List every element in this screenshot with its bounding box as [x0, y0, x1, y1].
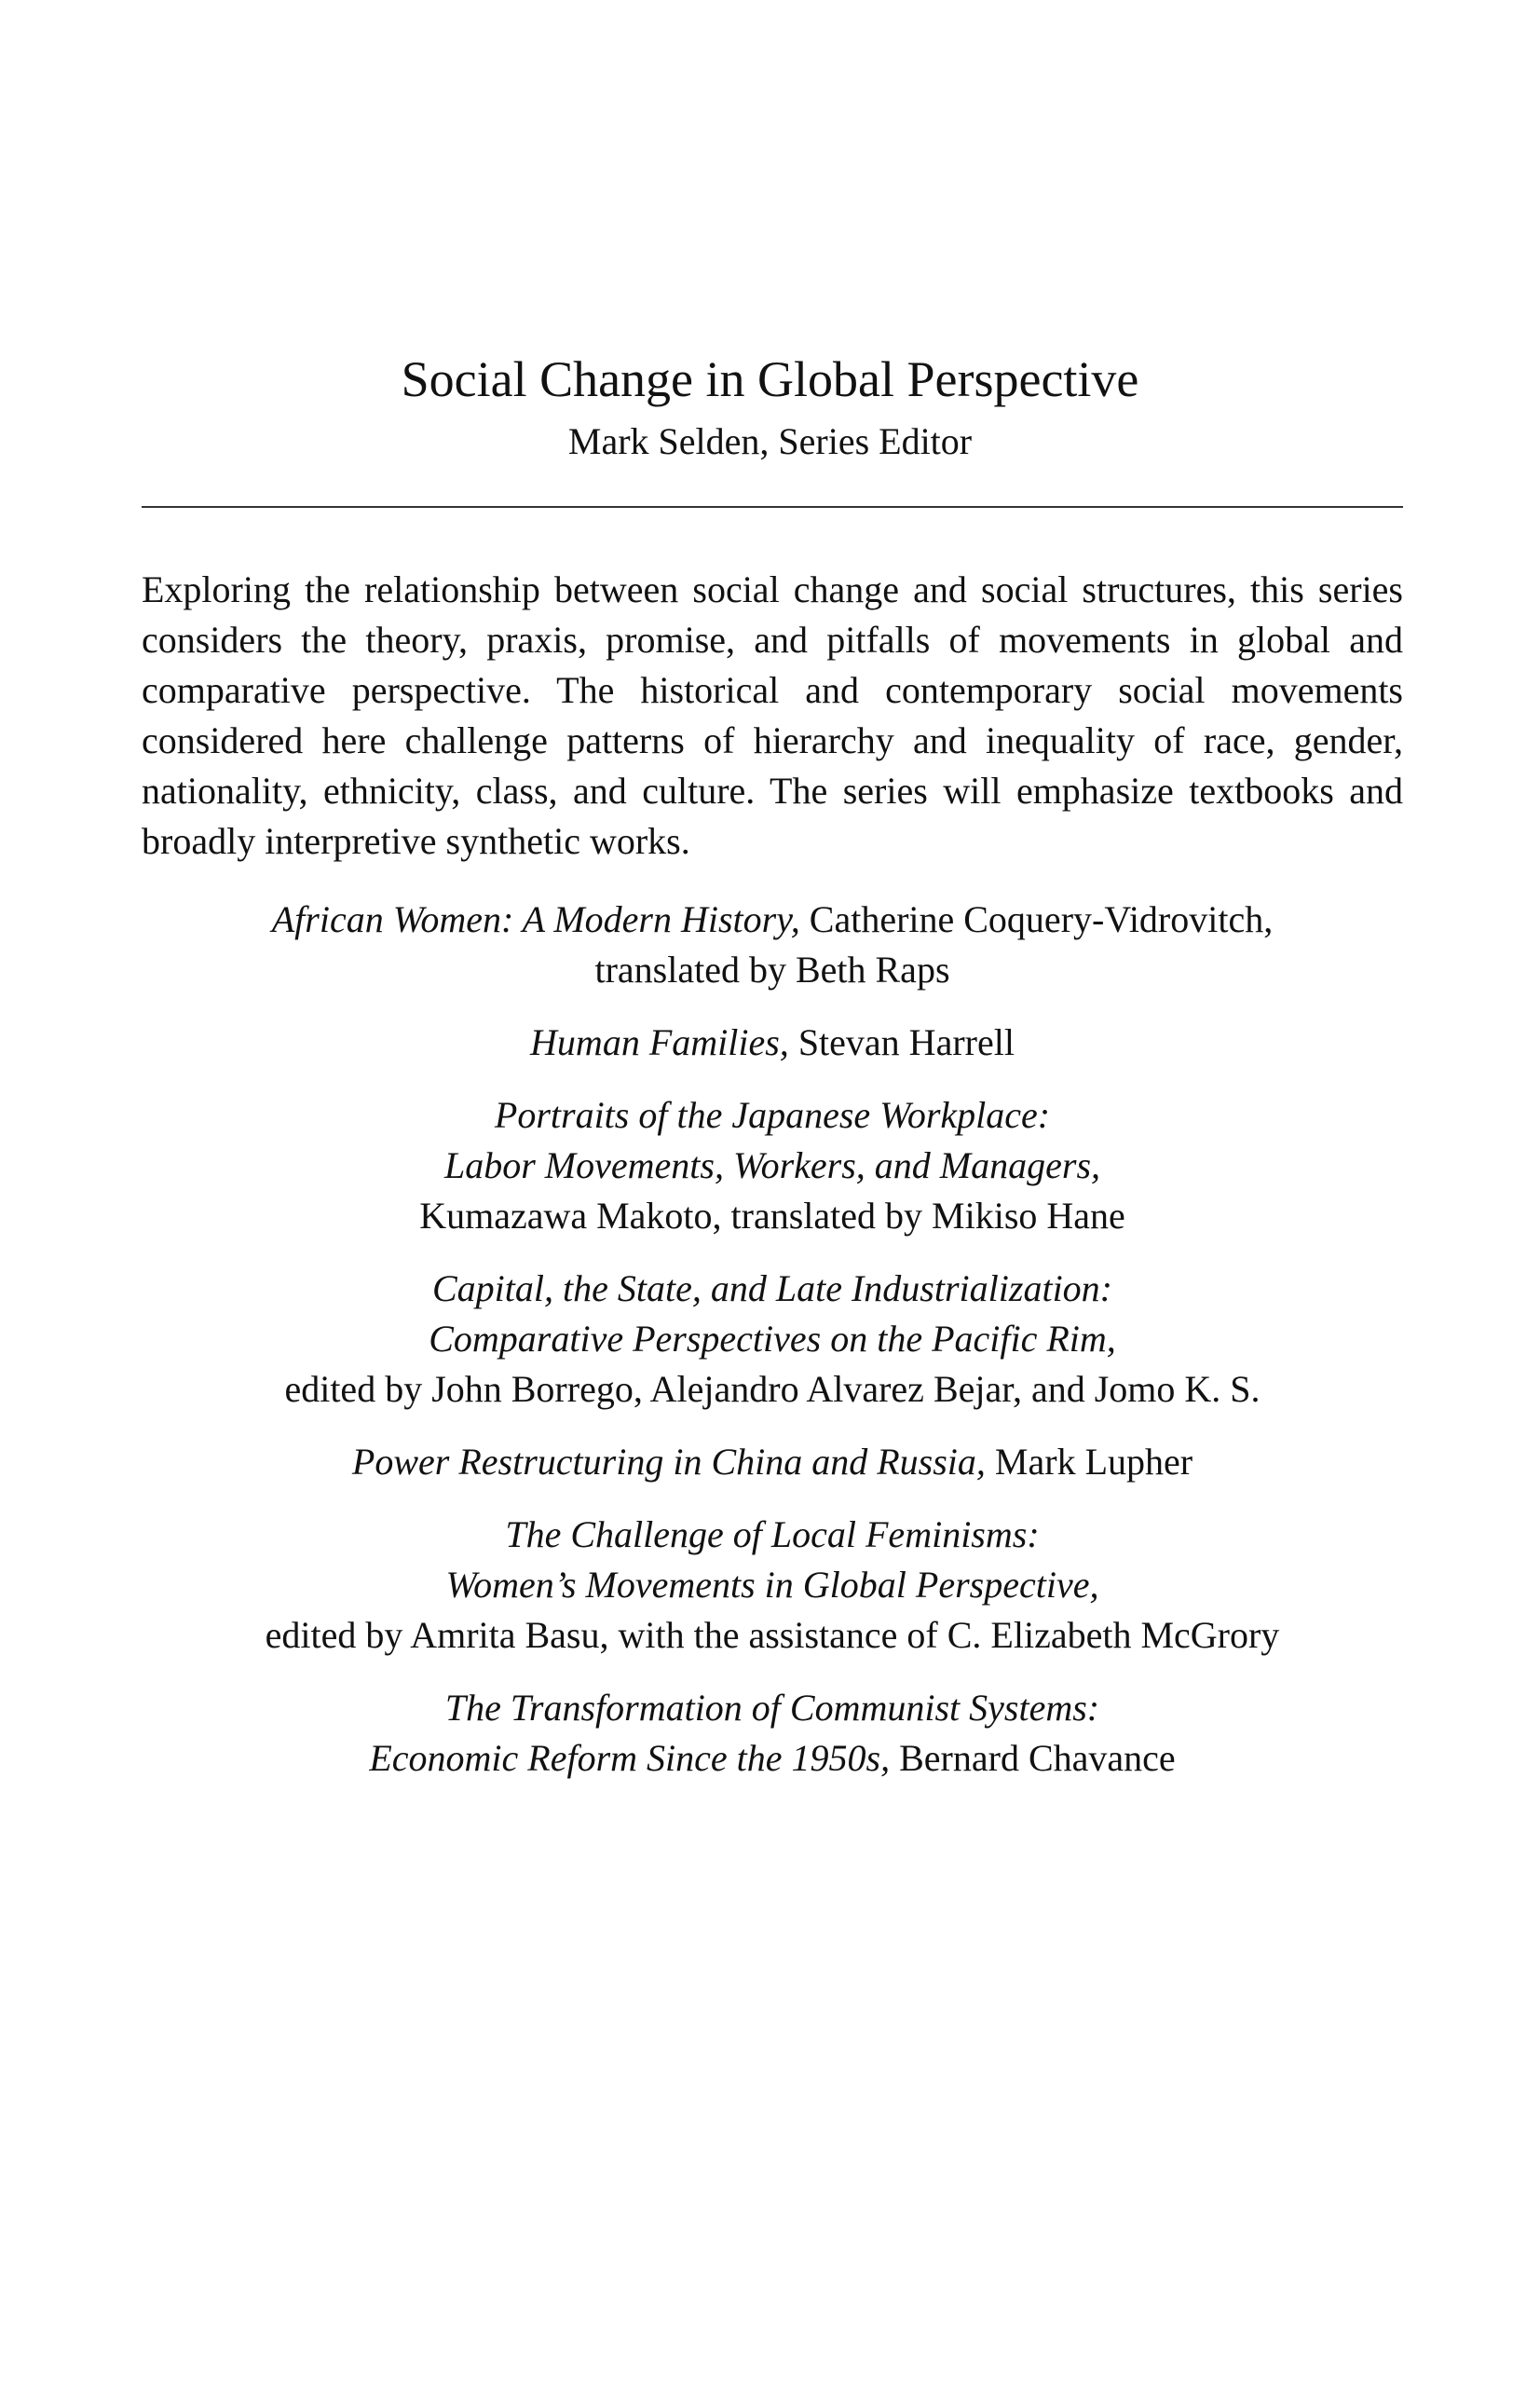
- book-entry: [142, 1437, 1403, 1487]
- book-credit: edited by Amrita Basu, with the assistance of C. Elizabeth McGrory: [265, 1614, 1280, 1656]
- book-entry: [142, 1683, 1403, 1784]
- book-title-line: [142, 1018, 1403, 1068]
- book-entry: [142, 1090, 1403, 1241]
- book-author: Stevan Harrell: [788, 1021, 1015, 1063]
- book-author: Catherine Coquery-Vidrovitch,: [799, 898, 1274, 940]
- book-author: Bernard Chavance: [890, 1737, 1176, 1779]
- book-title: Capital, the State, and Late Industrialization:: [432, 1267, 1112, 1309]
- book-title: The Transformation of Communist Systems:: [444, 1687, 1100, 1729]
- book-credit: edited by John Borrego, Alejandro Alvarez Bejar, and Jomo K. S.: [284, 1368, 1261, 1410]
- book-title: Power Restructuring in China and Russia,: [351, 1441, 986, 1483]
- book-subtitle: Economic Reform Since the 1950s,: [369, 1737, 891, 1779]
- book-title-line: [142, 1437, 1403, 1487]
- book-subtitle-line: [142, 1560, 1403, 1610]
- book-title: Human Families,: [530, 1021, 789, 1063]
- book-credit: Kumazawa Makoto, translated by Mikiso Hane: [419, 1195, 1125, 1237]
- book-subtitle: Women’s Movements in Global Perspective,: [445, 1564, 1099, 1606]
- book-title-line: [142, 1510, 1403, 1560]
- book-title-line: [142, 895, 1403, 945]
- book-title: Portraits of the Japanese Workplace:: [494, 1094, 1051, 1136]
- book-entry: [142, 1018, 1403, 1068]
- book-subtitle-line: [142, 1314, 1403, 1364]
- book-entry: [142, 1510, 1403, 1661]
- book-title-line: [142, 1683, 1403, 1733]
- book-subtitle: Labor Movements, Workers, and Managers,: [443, 1144, 1101, 1186]
- book-list: [142, 895, 1403, 1806]
- book-subtitle: Comparative Perspectives on the Pacific Rim,: [429, 1318, 1116, 1360]
- book-subtitle-line: [142, 1141, 1403, 1191]
- book-title-line: [142, 1090, 1403, 1141]
- book-author: Mark Lupher: [985, 1441, 1193, 1483]
- series-editor: Mark Selden, Series Editor: [567, 420, 973, 462]
- book-title-line: [142, 1264, 1403, 1314]
- book-credit: translated by Beth Raps: [594, 949, 950, 991]
- book-title: The Challenge of Local Feminisms:: [505, 1513, 1040, 1555]
- series-title: Social Change in Global Perspective: [401, 351, 1139, 407]
- series-description: Exploring the relationship between social change and social structures, this series considers the theory, praxis, promise, and pitfalls of movements in global and comparative perspective. The historical and contemporary social movements considered here challenge patterns of hierarchy and inequality of race, gender, nationality, ethnicity, class, and culture. The series will emphasize textbooks and broadly interpretive synthetic works.: [142, 568, 1403, 862]
- book-subtitle-line: [142, 1733, 1403, 1784]
- book-title: African Women: A Modern History,: [271, 898, 800, 940]
- book-entry: [142, 895, 1403, 995]
- divider-rule: [142, 506, 1403, 508]
- book-entry: [142, 1264, 1403, 1415]
